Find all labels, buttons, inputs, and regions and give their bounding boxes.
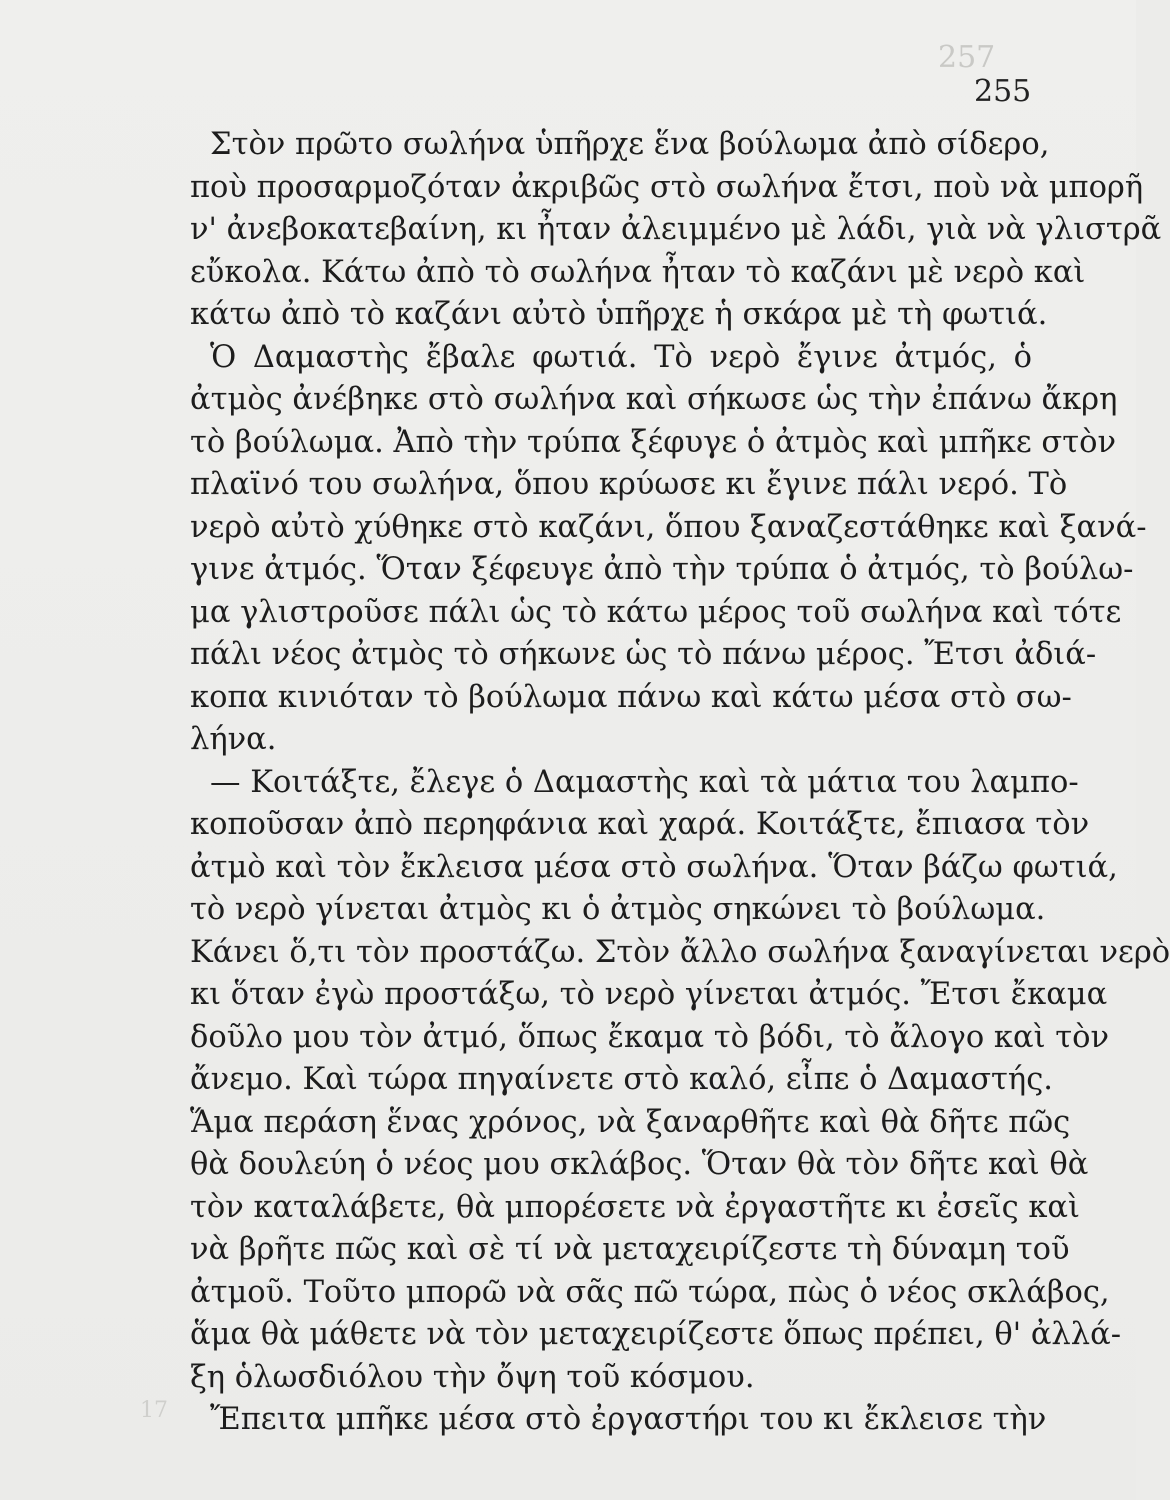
- text-line: Ὁ Δαμαστὴς ἔβαλε φωτιά. Τὸ νερὸ ἔγινε ἀτμός, ὁ: [210, 339, 1032, 375]
- text-line: κοπα κινιόταν τὸ βούλωμα πάνω καὶ κάτω μέσα στὸ σω-: [190, 679, 1072, 715]
- text-line: μα γλιστροῦσε πάλι ὡς τὸ κάτω μέρος τοῦ σωλήνα καὶ τότε: [190, 594, 1122, 630]
- text-line: δοῦλο μου τὸν ἀτμό, ὅπως ἔκαμα τὸ βόδι, τὸ ἄλογο καὶ τὸν: [190, 1019, 1110, 1055]
- text-line: Ἅμα περάση ἕνας χρόνος, νὰ ξαναρθῆτε καὶ θὰ δῆτε πῶς: [190, 1104, 1071, 1140]
- bleed-through-page-number: 257: [938, 40, 996, 75]
- text-line: τὸ βούλωμα. Ἀπὸ τὴν τρύπα ξέφυγε ὁ ἀτμὸς καὶ μπῆκε στὸν: [190, 424, 1116, 460]
- text-line: κάτω ἀπὸ τὸ καζάνι αὐτὸ ὑπῆρχε ἡ σκάρα μὲ τὴ φωτιά.: [190, 297, 1048, 332]
- text-line: ποὺ προσαρμοζόταν ἀκριβῶς στὸ σωλήνα ἔτσι, ποὺ νὰ μπορῆ: [190, 169, 1144, 205]
- text-line: ἀτμὸς ἀνέβηκε στὸ σωλήνα καὶ σήκωσε ὡς τὴν ἐπάνω ἄκρη: [190, 382, 1118, 417]
- text-line: Στὸν πρῶτο σωλήνα ὑπῆρχε ἕνα βούλωμα ἀπὸ σίδερο,: [210, 127, 1050, 162]
- text-line: πάλι νέος ἀτμὸς τὸ σήκωνε ὡς τὸ πάνω μέρος. Ἔτσι ἀδιά-: [190, 637, 1097, 672]
- body-text: [190, 124, 1170, 1442]
- text-line: ἄνεμο. Καὶ τώρα πηγαίνετε στὸ καλό, εἶπε ὁ Δαμαστής.: [190, 1062, 1053, 1097]
- text-line: κοποῦσαν ἀπὸ περηφάνια καὶ χαρά. Κοιτάξτε, ἔπιασα τὸν: [190, 807, 1090, 842]
- text-line: νὰ βρῆτε πῶς καὶ σὲ τί νὰ μεταχειρίζεστε τὴ δύναμη τοῦ: [190, 1232, 1070, 1267]
- text-line: ἅμα θὰ μάθετε νὰ τὸν μεταχειρίζεστε ὅπως πρέπει, θ' ἀλλά-: [190, 1317, 1121, 1352]
- paragraph: [190, 762, 1170, 1400]
- text-line: κι ὅταν ἐγὼ προστάξω, τὸ νερὸ γίνεται ἀτμός. Ἔτσι ἔκαμα: [190, 977, 1108, 1012]
- text-line: Κάνει ὅ,τι τὸν προστάζω. Στὸν ἄλλο σωλήνα ξαναγίνεται νερὸ: [190, 934, 1170, 970]
- text-line: — Κοιτάξτε, ἔλεγε ὁ Δαμαστὴς καὶ τὰ μάτια του λαμπο-: [210, 764, 1079, 800]
- text-line: νερὸ αὐτὸ χύθηκε στὸ καζάνι, ὅπου ξαναζεστάθηκε καὶ ξανά-: [190, 509, 1147, 545]
- text-line: εὔκολα. Κάτω ἀπὸ τὸ σωλήνα ἦταν τὸ καζάνι μὲ νερὸ καὶ: [190, 254, 1086, 290]
- text-line: ν' ἀνεβοκατεβαίνη, κι ἦταν ἀλειμμένο μὲ λάδι, γιὰ νὰ γλιστρᾶ: [190, 212, 1162, 247]
- paragraph: [190, 124, 1162, 762]
- text-line: θὰ δουλεύη ὁ νέος μου σκλάβος. Ὅταν θὰ τὸν δῆτε καὶ θὰ: [190, 1147, 1089, 1182]
- text-line: γινε ἀτμός. Ὅταν ξέφευγε ἀπὸ τὴν τρύπα ὁ ἀτμός, τὸ βούλω-: [190, 552, 1134, 587]
- page-number: 255: [974, 74, 1032, 109]
- bleed-through-corner-mark: 17: [140, 1398, 168, 1423]
- text-line: τὸν καταλάβετε, θὰ μπορέσετε νὰ ἐργαστῆτε κι ἐσεῖς καὶ: [190, 1189, 1080, 1225]
- text-line: πλαϊνό του σωλήνα, ὅπου κρύωσε κι ἔγινε πάλι νερό. Τὸ: [190, 467, 1068, 502]
- text-line: Ἔπειτα μπῆκε μέσα στὸ ἐργαστήρι του κι ἔκλεισε τὴν: [210, 1402, 1047, 1437]
- text-line: ἀτμὸ καὶ τὸν ἔκλεισα μέσα στὸ σωλήνα. Ὅταν βάζω φωτιά,: [190, 849, 1118, 885]
- text-line: λήνα.: [190, 722, 277, 757]
- paragraph: [190, 1399, 1047, 1442]
- text-line: ἀτμοῦ. Τοῦτο μπορῶ νὰ σᾶς πῶ τώρα, πὼς ὁ νέος σκλάβος,: [190, 1274, 1110, 1310]
- text-line: ξη ὁλωσδιόλου τὴν ὄψη τοῦ κόσμου.: [190, 1359, 755, 1395]
- text-line: τὸ νερὸ γίνεται ἀτμὸς κι ὁ ἀτμὸς σηκώνει τὸ βούλωμα.: [190, 892, 1046, 927]
